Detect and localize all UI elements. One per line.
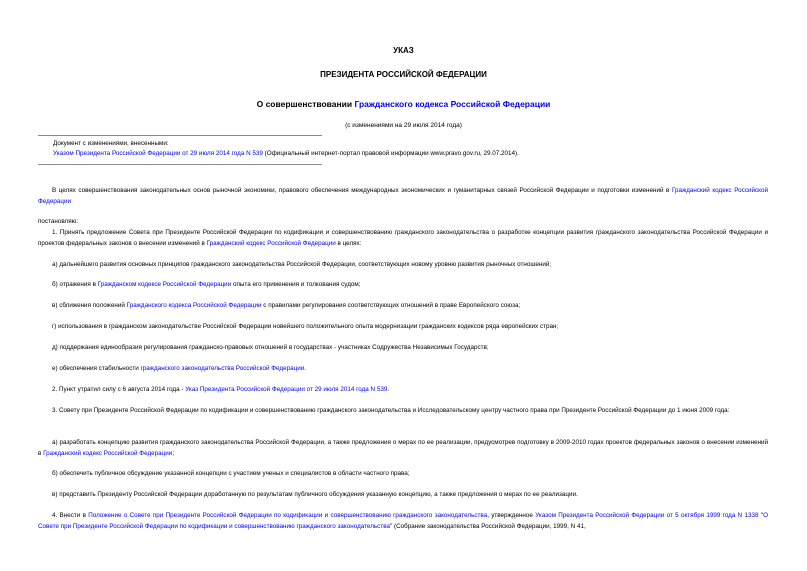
clause-4 [38, 510, 768, 532]
clause-1e [38, 363, 768, 374]
clause-1v [38, 300, 768, 311]
clause-4-text: 4. Внести в [52, 512, 89, 519]
clause-1-text: 1. Принять предложение Совета при Президенте Российской Федерации по кодификации и совершенствованию гражданского законодательства о разработке концепции развития гражданского законодательства Российской Федерации и проектов федеральных законов о внесении изменений в [38, 229, 768, 247]
civil-code-link-clause-1v[interactable]: Гражданского кодекса Российской Федерации [126, 302, 262, 309]
clause-1v-text: в) сближения положений [52, 302, 127, 309]
council-regulation-link[interactable]: Положение о Совете при Президенте Российской Федерации по кодификации и совершенствованию гражданского законодательства [88, 512, 488, 519]
clause-3a-text: а) разработать концепцию развития гражданского законодательства Российской Федерации, а также предложения о мерах по ее реализации, предусмотрев подготовку в 2009-2010 годах проектов федеральных законов о внесении изменений в [38, 439, 768, 457]
clause-3b: б) обеспечить публичное обсуждение указанной концепции с участием ученых и специалистов в области частного права; [52, 470, 410, 477]
clause-1b-text: б) отражения в [52, 281, 98, 288]
clause-3a-tail: ; [172, 450, 175, 457]
clause-1b-tail: опыта его применения и толкования судом; [231, 281, 361, 288]
doc-subtitle [0, 99, 807, 109]
clause-1e-tail: . [304, 365, 306, 372]
amendment-note: (с изменениями на 29 июля 2014 года) [345, 122, 462, 129]
decree-word: постановляю: [38, 218, 79, 225]
decree-1338-link[interactable]: Указом Президента Российской Федерации от 5 октября 1999 года N 1338 [535, 512, 759, 519]
civil-code-link-clause-1[interactable]: Гражданский кодекс Российской Федерации [206, 240, 336, 247]
preamble-text: В целях совершенствования законодательных основ рыночной экономики, правового обеспечения международных экономических и гуманитарных связей Российской Федерации и подготовки изменений в [52, 187, 672, 194]
decree-539-link[interactable]: Указом Президента Российской Федерации от 29 июля 2014 года N 539 [53, 150, 263, 157]
clause-3: 3. Совету при Президенте Российской Федерации по кодификации и совершенствованию гражданского законодательства и Исследовательскому центру частного права при Президенте Российской Федерации до 1 июня 2009 года: [52, 407, 730, 414]
changes-header: Документ с изменениями, внесенными: [53, 140, 169, 147]
doc-subtitle-text: О совершенствовании [256, 99, 355, 109]
council-decree-title-link[interactable]: О Совете при Президенте Российской Федерации по кодификации и совершенствованию гражданского законодательства [38, 512, 768, 530]
clause-1 [38, 227, 768, 249]
clause-4-tail: " (Собрание законодательства Российской Федерации, 1999, N 41, [390, 523, 586, 530]
preamble-paragraph [38, 185, 768, 207]
decree-539-link-clause-2[interactable]: Указ Президента Российской Федерации от 29 июля 2014 года N 539 [185, 386, 388, 393]
civil-legislation-link[interactable]: гражданского законодательства Российской Федерации [140, 365, 305, 372]
clause-1d: д) поддержания единообразия регулирования гражданско-правовых отношений в государствах - участниках Содружества Независимых Государств; [52, 344, 489, 351]
clause-4-mid: , утвержденное [487, 512, 536, 519]
clause-4-quote: " [758, 512, 764, 519]
clause-1b [38, 279, 768, 290]
changes-block [53, 139, 773, 159]
divider-bottom [38, 164, 322, 165]
divider-top [38, 135, 322, 136]
civil-code-link[interactable]: Гражданского кодекса Российской Федерации [354, 99, 551, 109]
civil-code-link-clause-1b[interactable]: Гражданском кодексе Российской Федерации [97, 281, 232, 288]
doc-issuer-title: ПРЕЗИДЕНТА РОССИЙСКОЙ ФЕДЕРАЦИИ [320, 70, 487, 79]
clause-3v: в) представить Президенту Российской Федерации доработанную по результатам публичного обсуждения указанную концепцию, а также предложения о мерах по ее реализации. [52, 491, 578, 498]
clause-1a: а) дальнейшего развития основных принципов гражданского законодательства Российской Федерации, соответствующих новому уровню развития рыночных отношений; [52, 261, 552, 268]
civil-code-link-clause-3a[interactable]: Гражданский кодекс Российской Федерации [43, 450, 173, 457]
clause-1e-text: е) обеспечения стабильности [52, 365, 141, 372]
clause-3a [38, 437, 768, 459]
clause-2 [38, 384, 768, 395]
clause-2-tail: . [387, 386, 390, 393]
changes-source: (Официальный интернет-портал правовой информации www.pravo.gov.ru, 29.07.2014). [262, 150, 519, 157]
doc-type-title: УКАЗ [393, 46, 414, 55]
changes-line [53, 149, 773, 159]
clause-1g: г) использования в гражданском законодательстве Российской Федерации новейшего положительного опыта модернизации гражданских кодексов ряда европейских стран; [52, 323, 559, 330]
clause-1v-tail: с правилами регулирования соответствующих отношений в праве Европейского союза; [261, 302, 521, 309]
clause-1-tail: в целях: [335, 240, 362, 247]
civil-code-link-preamble[interactable]: Гражданский кодекс Российской Федерации [38, 187, 768, 205]
clause-2-text: 2. Пункт утратил силу с 6 августа 2014 года - [52, 386, 186, 393]
